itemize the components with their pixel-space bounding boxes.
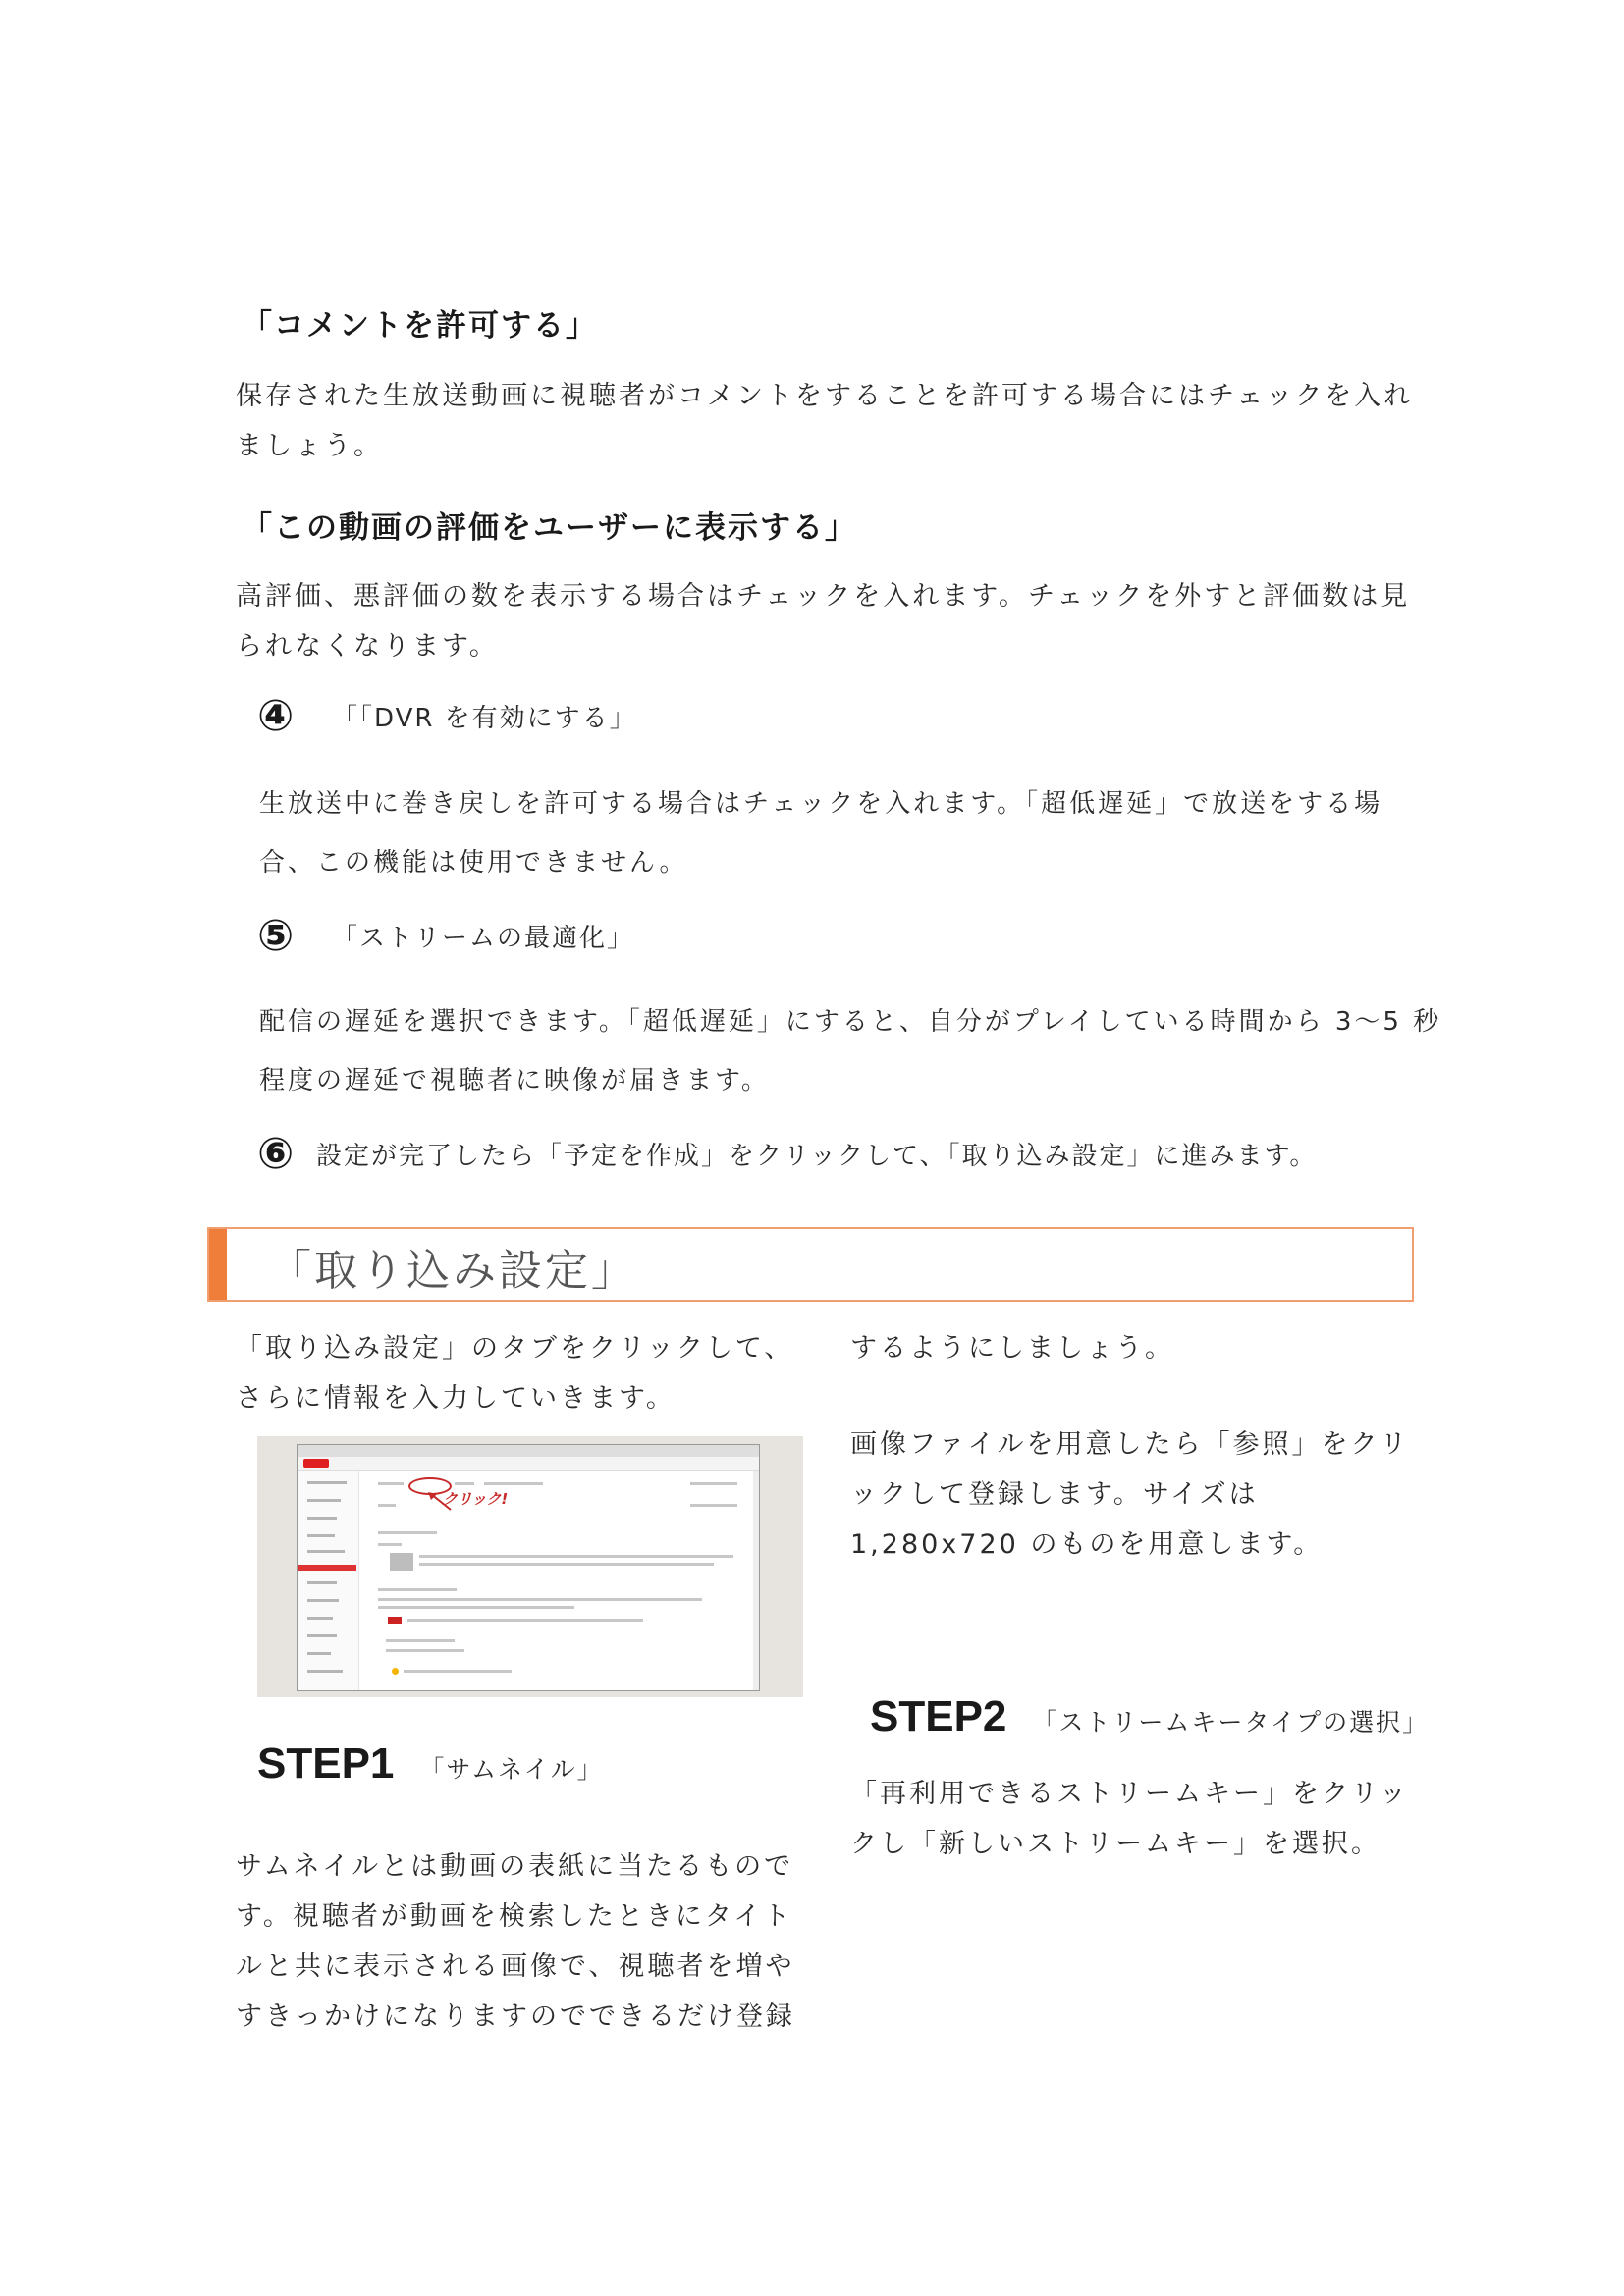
warning-icon [392,1668,399,1675]
step2-header [870,1692,1429,1741]
step2-title: STEP2 [870,1692,1007,1740]
item-dvr [257,691,637,741]
item-number: ④ [257,691,295,741]
image-upload-text: 画像ファイルを用意したら「参照」をクリックして登録します。サイズは 1,280x720 のものを用意します。 [850,1429,1410,1560]
step1-subtitle: 「サムネイル」 [419,1755,604,1784]
section-accent-bar [209,1229,227,1300]
item-stream-line2: 程度の遅延で視聴者に映像が届きます。 [259,1066,770,1095]
item-label: 「ストリームの最適化」 [332,924,635,953]
step1-text: サムネイルとは動画の表紙に当たるものです。視聴者が動画を検索したときにタイトルと共に表示される画像で、視聴者を増やすきっかけになりますのでできるだけ登録 [236,1851,795,2032]
studio-sidebar [298,1471,359,1690]
thumbnail-continue-text: するようにしましょう。 [850,1333,1174,1363]
ingest-section-header [207,1227,1414,1302]
browser-addressbar [298,1457,759,1471]
browser-titlebar [298,1445,759,1457]
step2-text: 「再利用できるストリームキー」をクリックし「新しいストリームキー」を選択。 [850,1779,1409,1859]
scrollbar [753,1471,759,1690]
browser-window [297,1444,760,1691]
comment-text: 保存された生放送動画に視聴者がコメントをすることを許可する場合にはチェックを入れましょう。 [236,381,1414,461]
section-title: 「取り込み設定」 [268,1246,637,1296]
item-label: 「「DVR を有効にする」 [332,704,637,733]
ingest-intro: 「取り込み設定」のタブをクリックして、さらに情報を入力していきます。 [236,1333,794,1414]
youtube-studio-screenshot [257,1436,803,1697]
item-dvr-line2: 合、この機能は使用できません。 [259,848,688,878]
item-label: 設定が完了したら「予定を作成」をクリックして、「取り込み設定」に進みます。 [316,1142,1318,1171]
item-stream-opt [257,911,634,961]
step2-subtitle: 「ストリームキータイプの選択」 [1032,1708,1430,1736]
rating-text: 高評価、悪評価の数を表示する場合はチェックを入れます。チェックを外すと評価数は見られなくなります。 [236,581,1411,662]
new-badge [388,1617,402,1624]
rating-heading: 「この動画の評価をユーザーに表示する」 [242,510,857,546]
item-dvr-line1: 生放送中に巻き戻しを許可する場合はチェックを入れます。「超低遅延」で放送をする場 [259,789,1383,819]
step1-title: STEP1 [257,1739,395,1788]
thumbnail-placeholder [390,1553,413,1571]
step1-header [257,1739,604,1789]
youtube-logo-icon [303,1459,329,1468]
comment-heading: 「コメントを許可する」 [242,308,598,344]
item-create [257,1129,1317,1179]
item-number: ⑥ [257,1129,295,1179]
item-stream-line1: 配信の遅延を選択できます。「超低遅延」にすると、自分がプレイしている時間から 3〜5 秒 [259,1007,1442,1037]
callout-click: クリック! [443,1490,509,1508]
item-number: ⑤ [257,911,295,961]
